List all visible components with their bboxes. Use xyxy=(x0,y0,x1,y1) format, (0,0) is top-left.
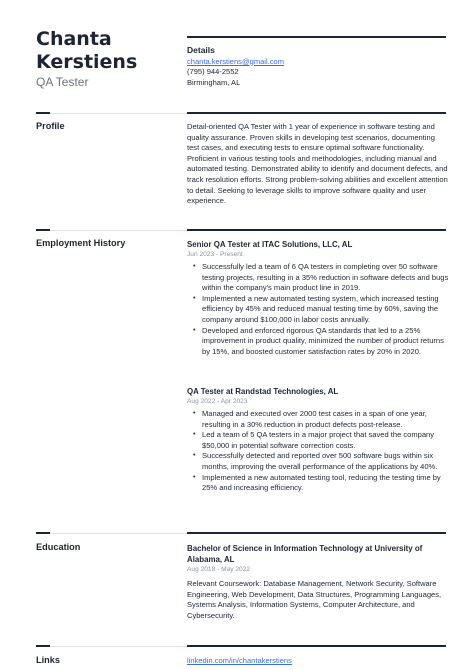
phone-number: (795) 944-2552 xyxy=(187,67,239,77)
degree-title: Bachelor of Science in Information Technology at University of Alabama, AL xyxy=(187,544,423,564)
linkedin-link[interactable]: linkedin.com/in/chantakerstiens xyxy=(187,656,292,665)
job-dates: Jun 2023 - Present xyxy=(187,251,243,258)
job-bullet: • Developed and enforced rigorous QA standards that led to a 25% improvement in product quality, minimized the number of product returns by 15%, and boosted customer satisfaction rates by 20% in 2020. xyxy=(202,326,449,358)
job-bullet: • Successfully led a team of 6 QA testers in completing over 50 software testing projects, resulting in a 35% reduction in software defects and bugs within the company's main product line in 2019. xyxy=(202,262,449,294)
first-name: Chanta xyxy=(36,28,112,50)
email-link[interactable]: chanta.kerstiens@gmail.com xyxy=(187,56,285,66)
job-title: Senior QA Tester at ITAC Solutions, LLC, AL xyxy=(187,240,353,249)
education-marker xyxy=(36,532,50,534)
profile-marker xyxy=(36,112,50,114)
details-title: Details xyxy=(187,45,215,55)
details-section xyxy=(187,45,449,88)
job-bullet: • Managed and executed over 2000 test cases in a span of one year, resulting in a 30% reduction in product defects post-release. xyxy=(202,409,449,430)
candidate-name xyxy=(36,28,176,74)
job-title: QA Tester at Randstad Technologies, AL xyxy=(187,387,339,396)
employment-title: Employment History xyxy=(36,238,126,248)
profile-text: Detail-oriented QA Tester with 1 year of experience in software testing and quality assurance. Proven skills in developing test scenarios, documenting test cases, and executing tests to ensure optimal software functionality. Proficient in various testing tools and methodologies, including manual and automated testing. Demonstrated ability to identify and document defects, and track resolution efforts. Strong problem-solving abilities and excellent attention to detail. Seeking to leverage skills to improve software quality and user experience. xyxy=(187,122,448,206)
employment-divider xyxy=(187,229,446,231)
job-bullets xyxy=(187,409,449,494)
job-bullets xyxy=(187,262,449,357)
education-dates: Aug 2018 - May 2022 xyxy=(187,566,251,573)
job-dates: Aug 2022 - Apr 2023 xyxy=(187,398,248,405)
job-bullet: • Successfully detected and reported over 500 software bugs within six months, improving the overall performance of the applications by 40%. xyxy=(202,451,449,472)
education-divider xyxy=(187,532,446,534)
links-title: Links xyxy=(36,655,60,665)
profile-divider xyxy=(187,112,446,114)
links-divider xyxy=(187,645,446,647)
last-name: Kerstiens xyxy=(36,51,138,73)
job-bullet: • Implemented a new automated testing tool, reducing the testing time by 25% and increasing efficiency. xyxy=(202,473,449,494)
location: Birmingham, AL xyxy=(187,77,241,87)
education-title: Education xyxy=(36,542,81,552)
job-qa-tester xyxy=(187,386,449,494)
job-role: QA Tester xyxy=(36,75,89,89)
job-bullet: • Implemented a new automated testing system, which increased testing efficiency by 45% and reduced manual testing time by 60%, saving the company around $100,000 in labor costs annually. xyxy=(202,294,449,326)
details-divider xyxy=(187,36,446,38)
job-senior-qa xyxy=(187,239,449,357)
employment-marker xyxy=(36,229,50,231)
links-list xyxy=(187,656,449,667)
links-marker xyxy=(36,645,50,647)
job-bullet: • Led a team of 5 QA testers in a major project that saved the company $50,000 in potential software correction costs. xyxy=(202,430,449,451)
coursework-text: Relevant Coursework: Database Management, Network Security, Software Engineering, Web Development, Data Structures, Programming Languages, Systems Analysis, Information Systems, Computer Architecture, and Cybersecurity. xyxy=(187,579,442,620)
education-entry xyxy=(187,543,449,621)
profile-title: Profile xyxy=(36,121,65,131)
